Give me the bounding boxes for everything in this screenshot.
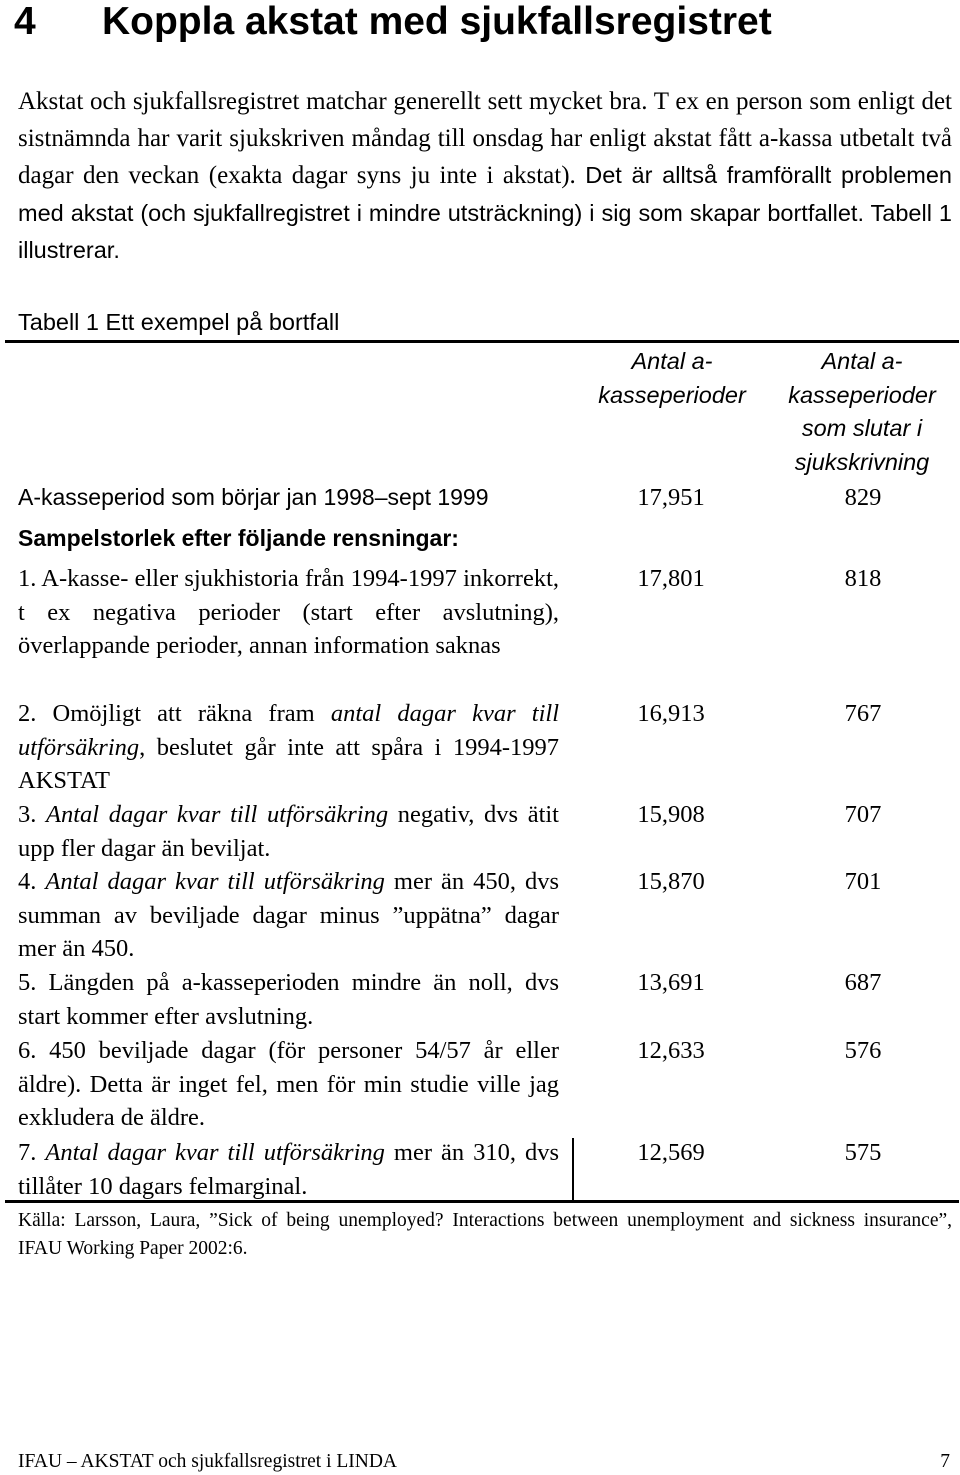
row-value-1-sick: 818: [844, 565, 882, 592]
section-number: 4: [14, 0, 36, 43]
row-value-4-periods: 15,870: [637, 868, 705, 895]
row-label-2: [18, 697, 559, 798]
section-heading: [14, 0, 954, 44]
row-label-7-italic: Antal dagar kvar till utförsäkring: [45, 1139, 385, 1166]
row-label-5: 5. Längden på a-kasseperioden mindre än noll, dvs start kommer efter avslutning.: [18, 969, 559, 1030]
row-label-4-pre: 4.: [18, 868, 37, 895]
row-value-2-sick: 767: [844, 700, 882, 727]
row-label-2-italic: antal dagar kvar till utförsäkring: [18, 700, 560, 761]
row-value-6-sick: 576: [844, 1037, 882, 1064]
row-label-3: [18, 798, 559, 865]
row-value-base-periods: 17,951: [637, 484, 705, 511]
row-label-3-pre: 3.: [18, 801, 37, 828]
row-value-base-sick: 829: [844, 484, 882, 511]
row-label-3-italic: Antal dagar kvar till utförsäkring: [46, 801, 389, 828]
table-caption: [18, 306, 339, 338]
paragraph-part1: Akstat och sjukfallsregistret matchar generellt sett mycket bra. T ex en person som enligt det sistnämnda har varit sjukskriven måndag till onsdag har enligt akstat fått a-kassa utbetalt två dagar den veckan (exakta dagar syns ju inte i akstat).: [18, 88, 952, 190]
row-label-4: [18, 865, 559, 966]
column-header-ending-sick: Antal a-kasseperioder som slutar i sjukskrivning: [788, 348, 936, 475]
body-paragraph: [18, 84, 952, 270]
table-bottom-rule: [5, 1200, 959, 1203]
row-label-4-italic: Antal dagar kvar till utförsäkring: [45, 868, 385, 895]
section-label: Sampelstorlek efter följande rensningar:: [18, 525, 459, 551]
row-label-7-pre: 7.: [18, 1139, 37, 1166]
table-caption-label: Tabell 1: [18, 309, 99, 335]
row-value-7-sick: 575: [844, 1139, 882, 1166]
row-value-6-periods: 12,633: [637, 1037, 705, 1064]
row-value-3-periods: 15,908: [637, 801, 705, 828]
table-top-rule: [5, 340, 959, 343]
paragraph-part2: Det är alltså framförallt problemen med akstat (och sjukfallregistret i mindre utsträckning) i sig som skapar bortfallet. Tabell 1 illustrerar.: [18, 162, 952, 264]
row-label-4-post: mer än 450, dvs summan av beviljade dagar minus ”uppätna” dagar mer än 450.: [18, 868, 560, 962]
row-label-6: 6. 450 beviljade dagar (för personer 54/57 år eller äldre). Detta är inget fel, men för min studie ville jag exkludera de äldre.: [18, 1037, 559, 1131]
row-value-2-periods: 16,913: [637, 700, 705, 727]
table-source-note: Källa: Larsson, Laura, ”Sick of being unemployed? Interactions between unemployment and sickness insurance”, IFAU Working Paper 2002:6.: [18, 1210, 952, 1259]
row-label-3-post: negativ, dvs ätit upp fler dagar än beviljat.: [18, 801, 559, 862]
table-column-divider: [572, 1138, 574, 1200]
page-number: 7: [940, 1451, 950, 1472]
row-label-2-pre: 2. Omöjligt att räkna fram: [18, 700, 315, 727]
row-value-3-sick: 707: [844, 801, 882, 828]
row-label-2-post: , beslutet går inte att spåra i 1994-1997 AKSTAT: [18, 733, 559, 794]
row-value-7-periods: 12,569: [637, 1139, 705, 1166]
table-caption-text: Ett exempel på bortfall: [105, 309, 340, 335]
row-label-7: [18, 1136, 559, 1203]
page-footer-title: IFAU – AKSTAT och sjukfallsregistret i LINDA: [18, 1451, 398, 1472]
row-label-7-post: mer än 310, dvs tillåter 10 dagars felmarginal.: [18, 1139, 560, 1200]
row-label-1: 1. A-kasse- eller sjukhistoria från 1994-1997 inkorrekt, t ex negativa perioder (start efter avslutning), överlappande perioder, annan information saknas: [18, 565, 559, 659]
row-value-4-sick: 701: [844, 868, 882, 895]
column-header-periods: Antal a-kasseperioder: [598, 348, 746, 408]
row-value-1-periods: 17,801: [637, 565, 705, 592]
row-value-5-sick: 687: [844, 969, 882, 996]
section-title: Koppla akstat med sjukfallsregistret: [102, 0, 772, 43]
row-value-5-periods: 13,691: [637, 969, 705, 996]
row-label-base: A-kasseperiod som börjar jan 1998–sept 1999: [18, 484, 489, 510]
